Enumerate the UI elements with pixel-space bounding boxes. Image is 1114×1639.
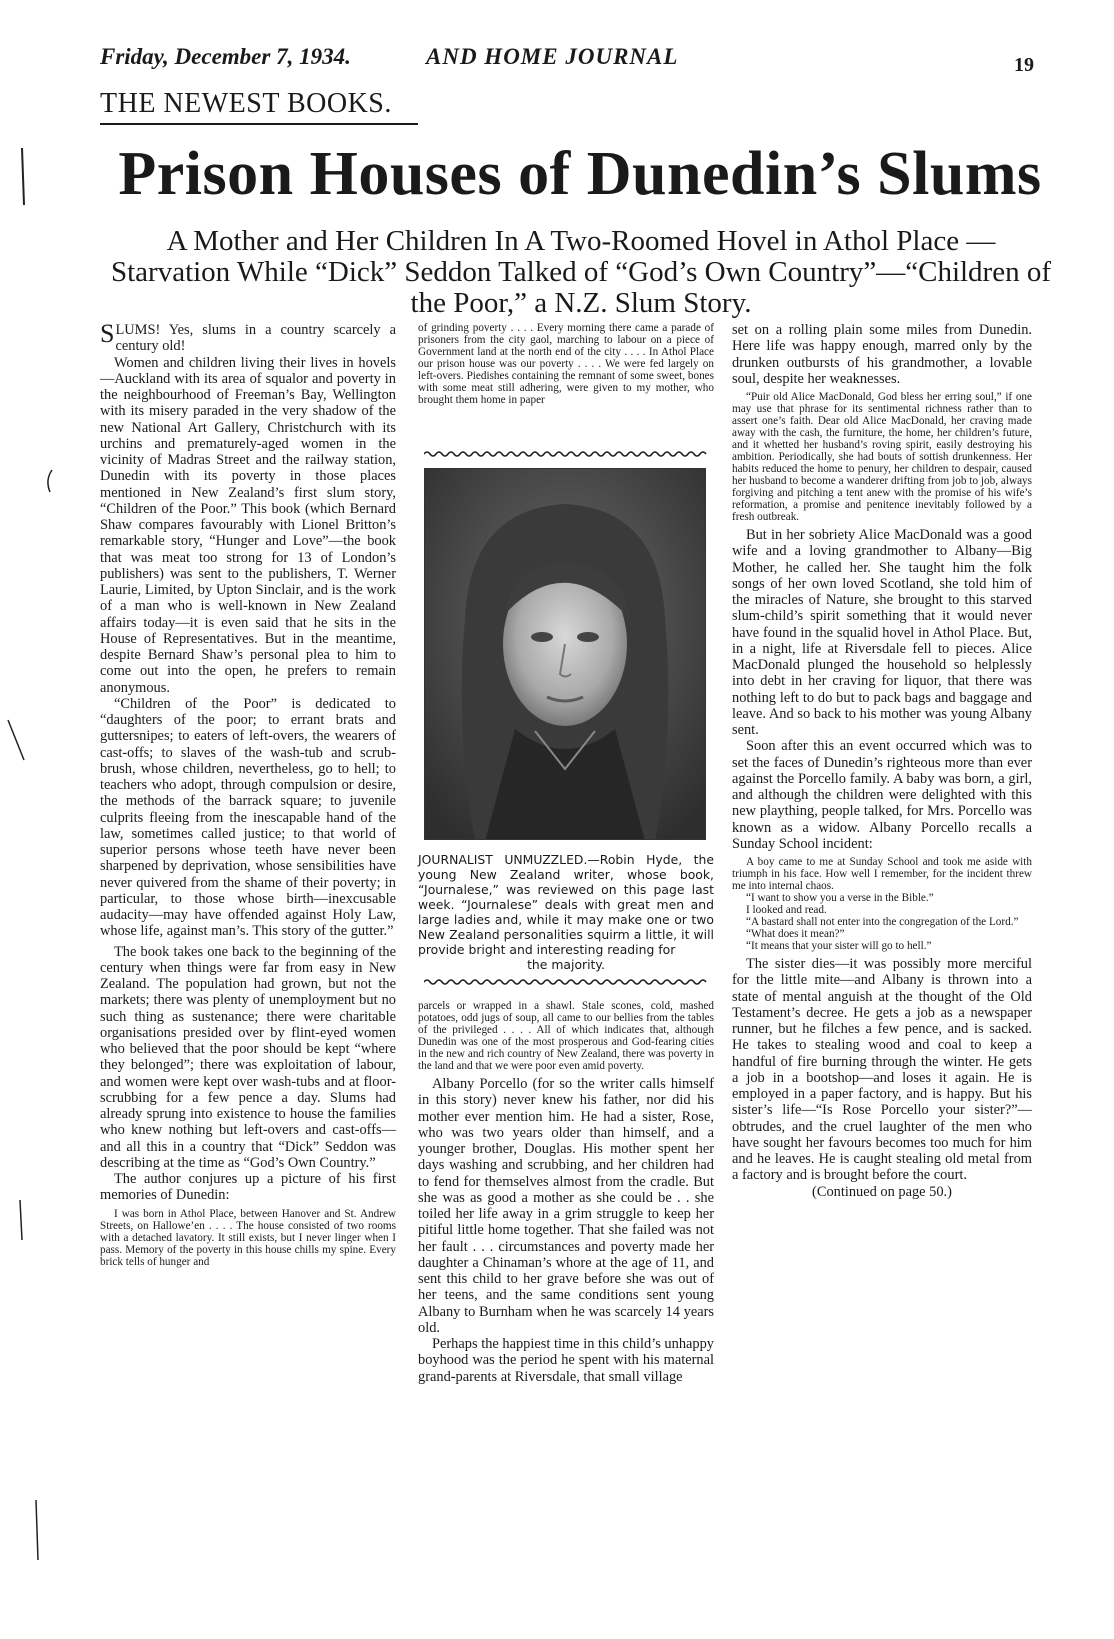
column-1 (100, 319, 396, 1268)
headline: Prison Houses of Dunedin’s Slums (118, 140, 1042, 208)
continued-notice: (Continued on page 50.) (812, 1183, 952, 1200)
photo-caption (418, 852, 714, 972)
paragraph: The sister dies—it was possibly more merciful for the little mite—and Albany is thrown into a state of mental anguish at the thought of the Old Testament’s decree. He gets a job as a newspaper runner, but he filches a few pence, and is sacked. He takes to stealing wood and coal to keep a handful of fire burning through the winter. He gets a job in a bootshop—and loses it again. He is employed in a paper factory, and is happy. But his sister’s life—“Is Rose Porcello your sister?”—obtrudes, and the cruel laughter of the men who have sought her favours becomes too much for him and he leaves. He is caught stealing old metal from a factory and is brought before the court. (732, 956, 1032, 1184)
quoted-excerpt: I looked and read. (746, 904, 827, 916)
column-2-bottom (418, 1000, 714, 1385)
section-label: THE NEWEST BOOKS. (100, 88, 418, 125)
quoted-excerpt: of grinding poverty . . . . Every morning there came a parade of prisoners from the city gaol, marching to labour on a piece of Government land at the north end of the city . . . . In Athol Place our prison house was our poverty . . . . We were fed largely on left-overs. Piedishes containing the remnant of some sweet, bones with some meat still adhering, were given to my mother, who brought them home in paper (418, 322, 714, 406)
quoted-excerpt: I was born in Athol Place, between Hanover and St. Andrew Streets, on Hallowe’en . . . . The house consisted of two rooms with a detached lavatory. It still exists, but I never linger when I pass. Memory of the poverty in this house chills my spine. Every brick tells of hunger and (100, 1207, 396, 1268)
opening-text: LUMS! Yes, slums in a country scarcely a century old! (115, 322, 396, 355)
caption-end: the majority. (527, 957, 605, 972)
paragraph: Albany Porcello (for so the writer calls himself in this story) never knew his father, nor did his mother ever mention him. He had a sister, Rose, who was two years older than himself, and a younger brother, Douglas. His mother spent her days washing and scrubbing, and her children had to fend for themselves almost from the cradle. But she was as good a mother as she could be . . she toiled her life away in a grim struggle to keep her pitiful little home together. That she failed was not her fault . . . circumstances and poverty made her daughter a Chinaman’s whore at the age of 11, and sent this child to her grave before she was out of her teens, and the same conditions sent young Albany to Burnham when he was scarcely 14 years old. (418, 1076, 714, 1336)
caption-title: JOURNALIST UNMUZZLED. (418, 852, 588, 867)
paragraph: “Children of the Poor” is dedicated to “daughters of the poor; to errant brats and guttersnipes; to eaters of left-overs, the wearers of cast-offs; to slaves of the wash-tub and scrub-brush, whose children, nevertheless, go to hell; to teachers who adopt, through compulsion or desire, the methods of the barrack square; to juvenile culprits fleeing from the inescapable hand of the law, sometimes called justice; to that world of superior persons whose teeth have never been sharpened by deprivation, whose sensibilities have never quivered from the shame of their poverty; in particular, to those whose birth—inexcusable audacity—may have offended against Holy Law, whose life, against man’s. This story of the gutter.” (100, 695, 396, 940)
publication-name: AND HOME JOURNAL (426, 44, 679, 69)
quoted-excerpt: “Puir old Alice MacDonald, God bless her erring soul,” if one may use that phrase for its sentimental richness rather than to assert one’s faith. Dear old Alice MacDonald, her craving made away with the cash, the furniture, the home, her children’s future, and it whetted her husband’s roving spirit, easily destroying his ambition. Periodically, she had bouts of sottish drunkenness. Her habits reduced the home to penury, her children to despair, caused her husband to become a wanderer drifting from job to job, always forgiving and pitching a tent anew with the promise of his wife’s reformation, a promise and penitence inevitably followed by a fresh outbreak. (732, 391, 1032, 523)
ornamental-rule (424, 450, 708, 458)
column-2-top (418, 322, 714, 406)
caption-text: —Robin Hyde, the young New Zealand writer, whose book, “Journalese,” was reviewed on this page last week. “Journalese” deals with great men and large ladies and, while it may make one or two New Zealand personalities squirm a little, it will provide bright and interesting reading for (418, 852, 714, 957)
portrait-photo (424, 468, 706, 840)
paragraph: set on a rolling plain some miles from Dunedin. Here life was happy enough, marred only by the drunken outbursts of his grandmother, a lovable soul, despite her weaknesses. (732, 322, 1032, 387)
quoted-excerpt: “A bastard shall not enter into the congregation of the Lord.” (746, 916, 1019, 928)
opening-paragraph (100, 319, 396, 355)
ornamental-rule (424, 978, 708, 986)
quoted-excerpt: “What does it mean?” (746, 928, 845, 940)
quoted-excerpt: “I want to show you a verse in the Bible.” (746, 892, 934, 904)
drop-cap: S (100, 319, 115, 348)
quoted-excerpt: “It means that your sister will go to hell.” (746, 940, 932, 952)
paragraph: Perhaps the happiest time in this child’s unhappy boyhood was the period he spent with his maternal grand-parents at Riversdale, that small village (418, 1336, 714, 1385)
scan-margin-marks (0, 0, 60, 1639)
paragraph: The author conjures up a picture of his first memories of Dunedin: (100, 1171, 396, 1204)
paragraph: The book takes one back to the beginning of the century when things were far from easy in New Zealand. The population had grown, but not the markets; there was plenty of unemployment but no such thing as sustenance; there were charitable organisations presided over by flint-eyed women who believed that the poor should be kept “where they belonged”; there was exploitation of labour, and women were kept over wash-tubs and at floor-scrubbing for a few pence a day. Slums had already sprung into existence to house the families who knew nothing but left-overs and cast-offs—and all this in a country that “Dick” Seddon was describing at the time as “God’s Own Country.” (100, 943, 396, 1171)
quoted-excerpt: A boy came to me at Sunday School and took me aside with triumph in his face. How well I remember, for the incident threw me into internal chaos. (732, 856, 1032, 892)
paragraph: But in her sobriety Alice MacDonald was a good wife and a loving grandmother to Albany—Big Mother, he called her. She taught him the folk songs of her own loved Scotland, she told him of the miracles of Nature, she brought to this starved slum-child’s spirit something that it would never have found in the squalid hovel in Athol Place. But, in a night, life at Riversdale fell to pieces. Alice MacDonald plunged the household so helplessly into debt in her craving for liquor, that there was nothing left to do but to pack bags and baggage and leave. And so back to his mother was young Albany sent. (732, 527, 1032, 738)
running-header (100, 44, 1034, 80)
quoted-excerpt: parcels or wrapped in a shawl. Stale scones, cold, mashed potatoes, odd jugs of soup, all came to our bellies from the tables of the privileged . . . . All of which indicates that, although Dunedin was one of the most prosperous and God-fearing cities in the new and rich country of New Zealand, there was poverty in the land and that we were poor even amid poverty. (418, 1000, 714, 1072)
deck-subheading: A Mother and Her Children In A Two-Roomed Hovel in Athol Place —Starvation While “Dick” Seddon Talked of “God’s Own Country”—“Children of the Poor,” a N.Z. Slum Story. (110, 225, 1051, 319)
issue-date: Friday, December 7, 1934. (100, 44, 351, 69)
page-number: 19 (1014, 54, 1034, 76)
column-3 (732, 322, 1032, 1200)
paragraph: Women and children living their lives in hovels—Auckland with its area of squalor and poverty in the neighbourhood of Freeman’s Bay, Wellington with its misery paraded in the very shadow of the new National Art Gallery, Christchurch with its urchins and prematurely-aged women in the vicinity of Madras Street and the railway station, Dunedin with its poverty in those places mentioned in New Zealand’s first slum story, “Children of the Poor.” This book (which Bernard Shaw compares favourably with Lionel Britton’s remarkable story, “Hunger and Love”—the book that was meat too strong for 13 of London’s publishers) was sent to the publishers, T. Werner Laurie, Limited, by Upton Sinclair, and is the work of a man who is well-known in New Zealand affairs today—it is even said that he sits in the House of Representatives. But in the meantime, despite Bernard Shaw’s personal plea to him to come out into the open, he prefers to remain anonymous. (100, 354, 396, 696)
paragraph: Soon after this an event occurred which was to set the faces of Dunedin’s righteous more than ever against the Porcello family. A baby was born, a girl, and although the children were delighted with this new plaything, people talked, for Mrs. Porcello was known as a widow. Albany Porcello recalls a Sunday School incident: (732, 738, 1032, 852)
